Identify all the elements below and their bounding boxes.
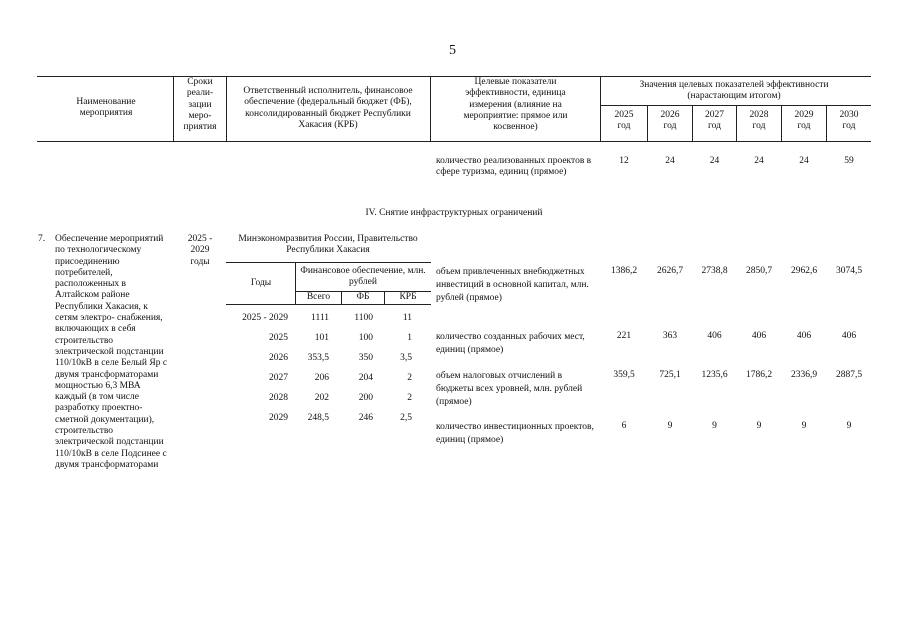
indicator-value: 2336,9: [790, 370, 818, 380]
year-2026: 2026 год: [660, 110, 680, 132]
indicator-value: 2962,6: [790, 266, 818, 276]
fin-header-years: Годы: [250, 278, 272, 288]
header-bottom-border: [37, 141, 871, 142]
fin-header-fb: ФБ: [356, 292, 370, 302]
indicator-value: 406: [751, 331, 767, 341]
section-title: IV. Снятие инфраструктурных ограничений: [365, 208, 543, 218]
indicator-value: 2850,7: [745, 266, 773, 276]
fin-header-krb: КРБ: [399, 292, 417, 302]
item-name: Обеспечение мероприятий по технологическому присоединению потребителей, расположенных в Алтайском районе Республики Хакасия, к сетям электро- снабжения, включающих в себя строительство электрической подстанции 110/10кВ в селе Белый Яр с двумя трансформаторами мощностью 6,3 МВА каждый (в том числе разработку проектно- сметной документации), строительство электрической подстанции 110/10кВ в селе Подсинее с двумя трансформаторами: [55, 234, 168, 470]
indicator-value: 725,1: [659, 370, 681, 380]
prev-value: 24: [665, 156, 675, 166]
indicator-value: 9: [667, 421, 673, 431]
indicator-value: 1786,2: [745, 370, 773, 380]
indicator-value: 2626,7: [656, 266, 684, 276]
indicator-value: 406: [841, 331, 857, 341]
prev-value: 24: [709, 156, 720, 166]
header-divider-1: [173, 76, 174, 141]
prev-value: 59: [844, 156, 854, 166]
indicator-value: 6: [621, 421, 627, 431]
indicator-value: 2887,5: [835, 370, 863, 380]
page-number: 5: [449, 43, 456, 58]
year-2029: 2029 год: [794, 110, 814, 132]
header-values: Значения целевых показателей эффективности (нарастающим итогом): [639, 80, 829, 102]
indicator-value: 363: [662, 331, 678, 341]
header-name: Наименование мероприятия: [76, 97, 136, 119]
indicator-value: 9: [846, 421, 852, 431]
indicator-value: 1386,2: [610, 266, 638, 276]
fin-years-column: 2025 - 2029 2025 2026 2027 2028 2029: [242, 313, 288, 423]
fin-fb-column: 1100 100 350 204 200 246: [354, 313, 373, 423]
fin-table-header-bottom: [226, 304, 431, 305]
prev-value: 24: [799, 156, 809, 166]
fin-header-total: Всего: [306, 292, 331, 302]
prev-indicator: количество реализованных проектов в сфере туризма, единиц (прямое): [436, 156, 592, 178]
indicator-value: 406: [707, 331, 722, 341]
item-terms: 2025 - 2029 годы: [187, 234, 213, 267]
fin-header-financing: Финансовое обеспечение, млн. рублей: [300, 266, 426, 288]
indicator-label: количество созданных рабочих мест, единиц (прямое): [436, 332, 585, 355]
header-terms: Сроки реали- зации меро- приятия: [183, 77, 217, 133]
indicator-value: 359,5: [613, 370, 635, 380]
indicator-value: 9: [801, 421, 807, 431]
fin-total-column: 1111 101 353,5 206 202 248,5: [307, 313, 329, 423]
indicator-label: количество инвестиционных проектов, единиц (прямое): [436, 422, 594, 445]
indicator-value: 9: [756, 421, 762, 431]
indicator-value: 406: [796, 331, 812, 341]
indicator-value: 9: [712, 421, 717, 431]
indicator-label: объем налоговых отчислений в бюджеты всех уровней, млн. рублей (прямое): [436, 371, 583, 407]
indicator-label: объем привлеченных внебюджетных инвестиций в основной капитал, млн. рублей (прямое): [436, 267, 589, 303]
indicator-value: 3074,5: [835, 266, 863, 276]
fin-krb-column: 11 1 3,5 2 2 2,5: [400, 313, 412, 423]
indicator-value: 1235,6: [701, 370, 728, 380]
year-2025: 2025 год: [614, 110, 634, 132]
header-indicators: Целевые показатели эффективности, единица измерения (влияние на мероприятие: прямое или косвенное): [463, 77, 568, 133]
header-divider-3: [430, 76, 431, 141]
fin-table-top: [226, 262, 431, 263]
year-2027: 2027 год: [705, 110, 724, 132]
header-responsible: Ответственный исполнитель, финансовое обеспечение (федеральный бюджет (ФБ), консолидированный бюджет Республики Хакасия (КРБ): [243, 86, 413, 130]
header-divider-2: [226, 76, 227, 141]
indicator-value: 221: [616, 331, 632, 341]
prev-value: 12: [619, 156, 629, 166]
year-2028: 2028 год: [749, 110, 769, 132]
prev-value: 24: [754, 156, 764, 166]
item-responsible: Минэкономразвития России, Правительство Республики Хакасия: [238, 234, 418, 256]
item-number: 7.: [38, 234, 46, 244]
year-2030: 2030 год: [839, 110, 859, 132]
indicator-value: 2738,8: [701, 266, 728, 276]
